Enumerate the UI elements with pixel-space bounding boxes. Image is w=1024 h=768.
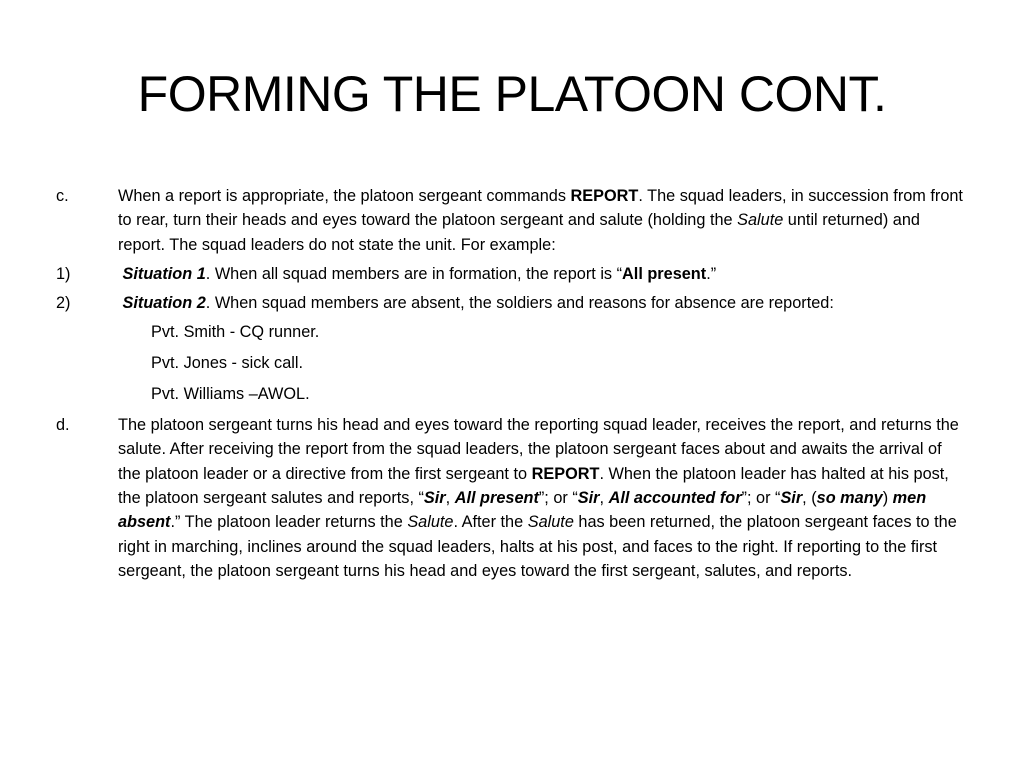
absence-entry: Pvt. Williams –AWOL. xyxy=(151,385,310,404)
absence-entry: Pvt. Smith - CQ runner. xyxy=(151,323,320,342)
item-text: The platoon sergeant turns his head and eyes toward the reporting squad leader, receives the report, and returns the salute. After receiving the report from the squad leaders, the platoon sergeant faces about and awaits the arrival of the platoon leader or a directive from the first sergeant to REPORT. When the platoon leader has halted at his post, the platoon sergeant salutes and reports, “Sir, All present”; or “Sir, All accounted for”; or “Sir, (so many) men absent.” The platoon leader returns the Salute. After the Salute has been returned, the platoon sergeant faces to the right in marching, inclines around the squad leaders, halts at his post, and faces to the right. If reporting to the first sergeant, the platoon sergeant turns his head and eyes toward the first sergeant, salutes, and reports. xyxy=(118,415,959,581)
item-marker: 1) xyxy=(56,265,71,284)
item-text: Situation 1. When all squad members are in formation, the report is “All present.” xyxy=(122,265,717,284)
item-marker: 2) xyxy=(56,294,71,313)
item-marker: d. xyxy=(56,415,70,434)
slide-title: FORMING THE PLATOON CONT. xyxy=(137,66,887,122)
absence-entry: Pvt. Jones - sick call. xyxy=(151,354,304,373)
list-item-situation-1 xyxy=(56,262,966,286)
list-item-d xyxy=(56,413,966,584)
item-text: When a report is appropriate, the platoon sergeant commands REPORT. The squad leaders, in succession from front to rear, turn their heads and eyes toward the platoon sergeant and salute (holding the Salute until returned) and report. The squad leaders do not state the unit. For example: xyxy=(118,187,963,254)
slide-body xyxy=(56,184,966,588)
item-text: Situation 2. When squad members are absent, the soldiers and reasons for absence are reported: xyxy=(122,294,834,313)
list-item-c xyxy=(56,184,966,257)
list-item-situation-2 xyxy=(56,291,966,315)
item-marker: c. xyxy=(56,187,69,205)
